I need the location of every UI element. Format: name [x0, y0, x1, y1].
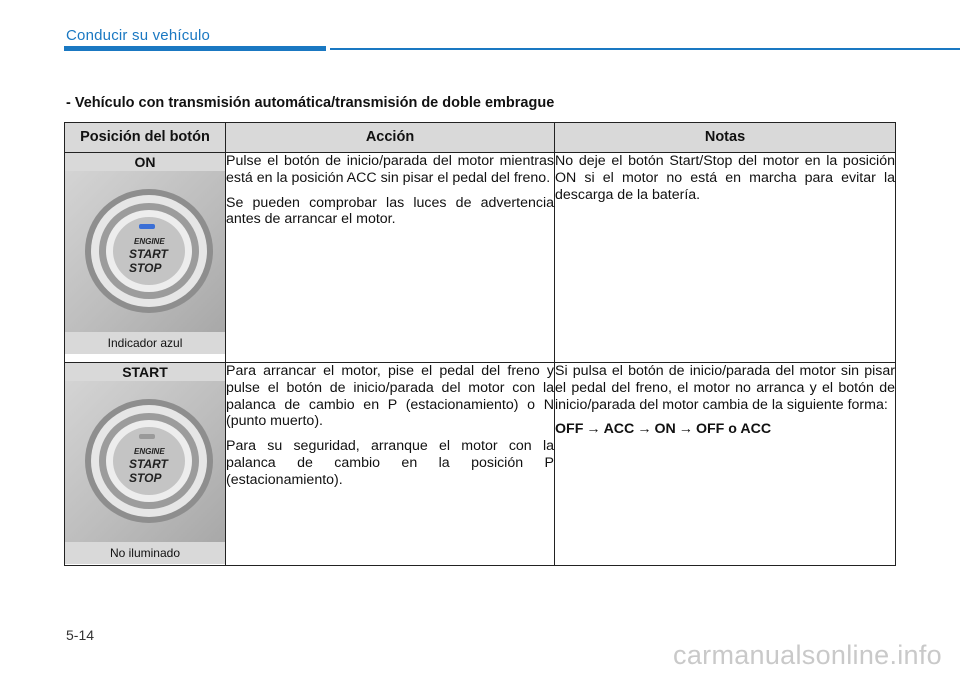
action-paragraph: Pulse el botón de inicio/parada del motor mientras está en la posición ACC sin pisar el pedal del freno. [226, 153, 554, 186]
position-label: START [65, 363, 225, 381]
button-text-line-3: STOP [129, 471, 162, 485]
section-title: Conducir su vehículo [66, 27, 211, 44]
sequence-step: OFF [555, 421, 584, 438]
action-cell [226, 363, 555, 566]
engine-button-photo [65, 381, 225, 542]
action-paragraph: Para su seguridad, arranque el motor con la palanca de cambio en la posición P (estacionamiento). [226, 438, 554, 488]
sequence-step: ACC [603, 421, 635, 438]
button-text-line-1: ENGINE [134, 447, 165, 456]
engine-start-stop-button-icon [65, 171, 225, 332]
action-paragraph: Para arrancar el motor, pise el pedal del freno y pulse el botón de inicio/parada del motor con la palanca de cambio en P (estacionamiento) o N (punto muerto). [226, 363, 554, 430]
notes-cell [555, 153, 896, 363]
button-text-line-2: START [129, 247, 168, 261]
arrow-right-icon: → [637, 421, 652, 438]
position-label: ON [65, 153, 225, 171]
indicator-light [139, 224, 155, 229]
button-text-line-3: STOP [129, 261, 162, 275]
header-rule-thin [330, 48, 960, 50]
button-position-table [64, 122, 896, 566]
engine-button-photo [65, 171, 225, 332]
action-paragraph: Se pueden comprobar las luces de advertencia antes de arrancar el motor. [226, 194, 554, 228]
notes-cell [555, 363, 896, 566]
page-number: 5-14 [66, 627, 95, 643]
table-subtitle: - Vehículo con transmisión automática/transmisión de doble embrague [66, 95, 555, 111]
column-header-notes: Notas [555, 123, 896, 153]
header-rule-thick [64, 46, 326, 51]
sequence-step: ON [654, 421, 676, 438]
position-cell [65, 363, 226, 566]
state-sequence [555, 421, 895, 438]
table-row [65, 363, 896, 566]
column-header-action: Acción [226, 123, 555, 153]
notes-paragraph: No deje el botón Start/Stop del motor en la posición ON si el motor no está en marcha para evitar la descarga de la batería. [555, 153, 895, 203]
table-header-row [65, 123, 896, 153]
button-text-line-1: ENGINE [134, 237, 165, 246]
arrow-right-icon: → [586, 421, 601, 438]
indicator-caption: Indicador azul [65, 332, 225, 354]
action-cell [226, 153, 555, 363]
watermark: carmanualsonline.info [673, 640, 942, 670]
notes-paragraph: Si pulsa el botón de inicio/parada del motor sin pisar el pedal del freno, el motor no arranca y el botón de inicio/parada del motor cambia de la siguiente forma: [555, 363, 895, 413]
column-header-position: Posición del botón [65, 123, 226, 153]
indicator-caption: No iluminado [65, 542, 225, 564]
arrow-right-icon: → [678, 421, 693, 438]
table-row [65, 153, 896, 363]
sequence-step: OFF o ACC [695, 421, 772, 438]
position-cell [65, 153, 226, 363]
indicator-light [139, 434, 155, 439]
button-text-line-2: START [129, 457, 168, 471]
engine-start-stop-button-icon [65, 381, 225, 542]
